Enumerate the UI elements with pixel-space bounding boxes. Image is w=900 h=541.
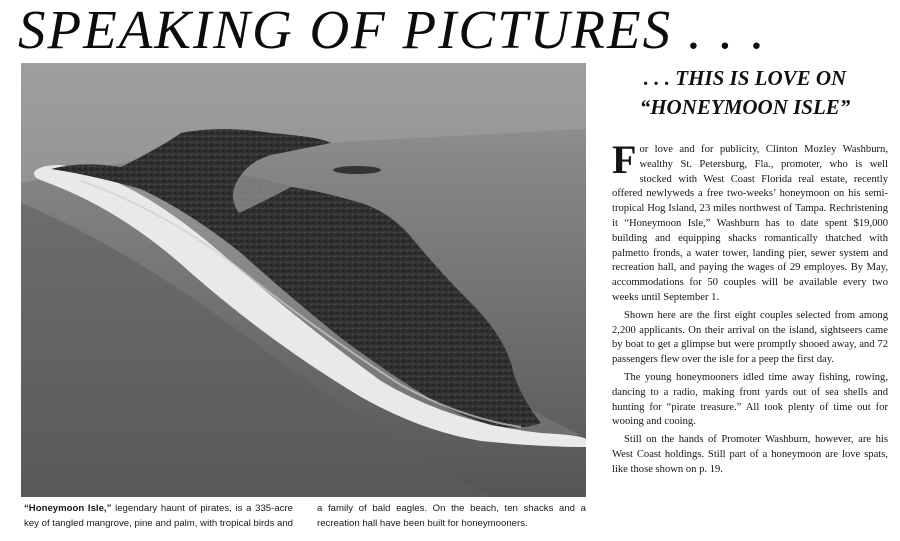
- article-paragraph: Shown here are the first eight couples selected from among 2,200 applicants. On their arrival on the island, sightseers came by boat to get a glimpse but were promptly shooed away, and 72 passengers flew over the isle for a peep the first day.: [612, 309, 888, 366]
- photo-caption: [24, 502, 586, 531]
- article-paragraph: Still on the hands of Promoter Washburn, however, are his West Coast holdings. Still part of a honeymoon are love spats, like those shown on p. 19.: [612, 434, 888, 475]
- subheadline-line-2: “HONEYMOON ISLE”: [639, 95, 851, 119]
- aerial-island-photo: [21, 63, 586, 497]
- subheadline: [600, 64, 890, 122]
- subheadline-line-1: . . . THIS IS LOVE ON: [643, 66, 847, 90]
- article-body: [612, 137, 888, 481]
- caption-text: legendary haunt of pirates, is a 335-acre key of tangled mangrove, pine and palm, with tropical birds and a family of bald eagles. On the beach, ten shacks and a recreation hall have been built for honeymooners.: [24, 503, 586, 529]
- drop-cap: F: [612, 137, 637, 182]
- caption-lead: “Honeymoon Isle,”: [24, 503, 112, 514]
- article-paragraph: For love and for publicity, Clinton Mozley Washburn, wealthy St. Petersburg, Fla., promoter, who is well stocked with West Coast Florida real estate, recently offered newlyweds a free two-weeks’ honeymoon on his semi-tropical Hog Island, 23 miles northwest of Tampa. Rechristening it “Honeymoon Isle,” Washburn has to date spent $19,000 building and equipping shacks romantically thatched with palmetto fronds, a water tower, landing pier, sewer system and recreation hall, and paying the wages of 29 employes. By May, accommodations for 50 couples will be available every two weeks until September 1.: [612, 137, 888, 303]
- page-headline: SPEAKING OF PICTURES . . .: [18, 0, 767, 60]
- article-paragraph: The young honeymooners idled time away fishing, rowing, dancing to a radio, making front yards out of sea shells and hunting for “pirate treasure.” All took plenty of time out for wooing and cooing.: [612, 371, 888, 428]
